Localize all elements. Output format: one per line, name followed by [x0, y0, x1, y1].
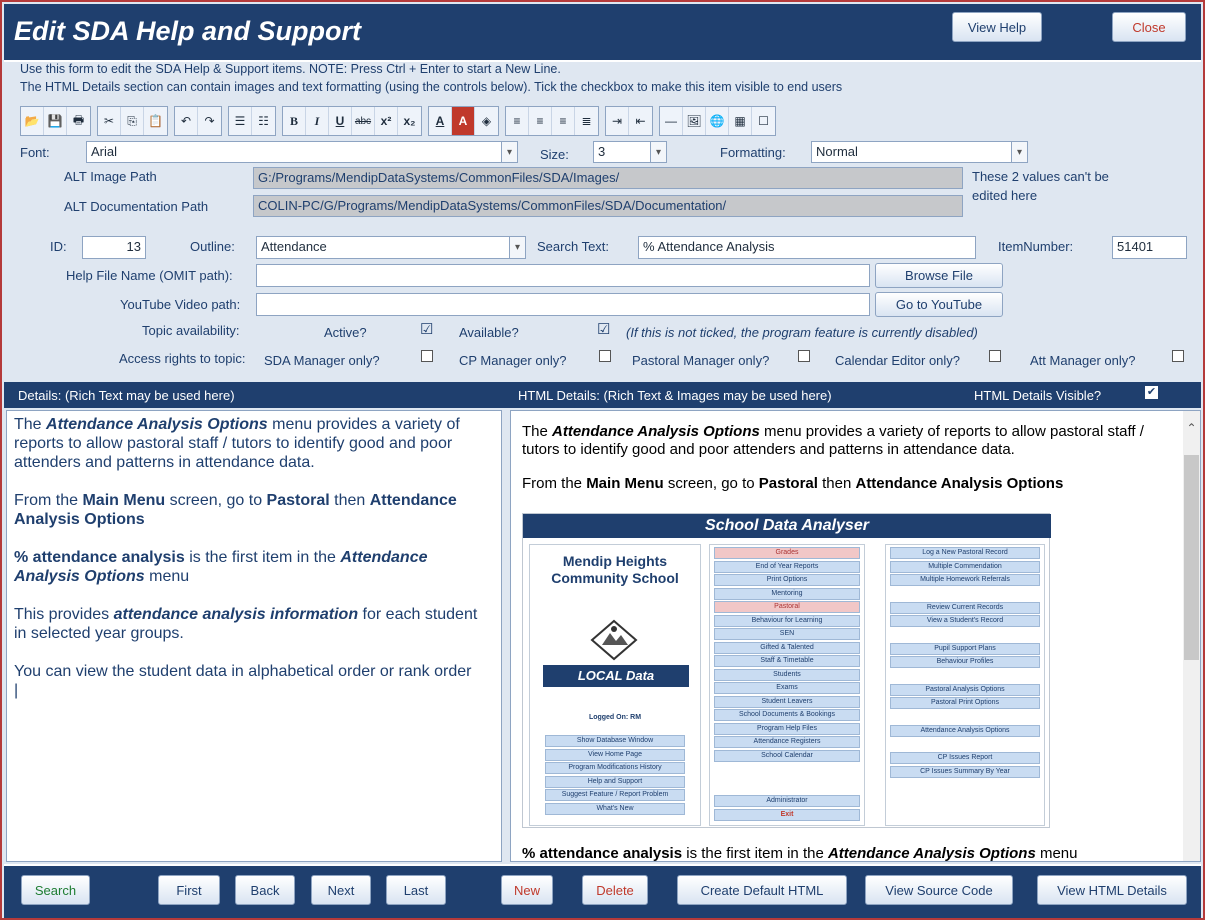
text: then: [817, 475, 856, 492]
sda-menu-item: Pastoral Analysis Options: [890, 684, 1040, 696]
outdent-icon[interactable]: ⇤: [635, 114, 646, 128]
sda-menu-item: Gifted & Talented: [714, 642, 860, 654]
html-details-viewer[interactable]: [510, 410, 1201, 862]
instruction-line-1: Use this form to edit the SDA Help & Support items. NOTE: Press Ctrl + Enter to start a New Line.: [20, 62, 561, 76]
active-label: Active?: [324, 325, 367, 340]
sda-manager-checkbox[interactable]: [421, 350, 433, 362]
school-name-line-1: Mendip Heights: [562, 553, 668, 569]
text: Attendance Analysis Options: [827, 845, 1036, 862]
text: menu: [144, 568, 190, 585]
text: is the first item in the: [682, 845, 828, 862]
alt-image-label: ALT Image Path: [64, 169, 157, 184]
instruction-line-2: The HTML Details section can contain images and text formatting (using the controls below). Tick the checkbox to make this item visible to end users: [20, 80, 843, 94]
help-file-label: Help File Name (OMIT path):: [66, 268, 233, 283]
copy-icon[interactable]: ⎘: [121, 107, 144, 135]
text: screen, go to: [165, 492, 267, 509]
search-text-label: Search Text:: [537, 239, 610, 254]
cut-icon[interactable]: ✂: [98, 107, 121, 135]
text: % attendance analysis: [522, 845, 683, 862]
fill-color-icon[interactable]: ◈: [481, 114, 492, 128]
underline-icon[interactable]: U: [329, 107, 352, 135]
text: Attendance Analysis Options: [46, 416, 268, 433]
italic-icon[interactable]: I: [306, 107, 329, 135]
alt-image-path-field: G:/Programs/MendipDataSystems/CommonFiles/SDA/Images/: [253, 167, 963, 189]
school-name-line-2: Community School: [551, 570, 679, 586]
sda-menu-item: What's New: [545, 803, 685, 815]
text: attendance analysis information: [113, 606, 359, 623]
font-color-icon[interactable]: A: [429, 107, 452, 135]
sda-menu-item: Pastoral: [714, 601, 860, 613]
sda-menu-item: Mentoring: [714, 588, 860, 600]
availability-note: (If this is not ticked, the program feature is currently disabled): [626, 325, 978, 340]
details-paragraph: [14, 415, 494, 472]
delete-record-button[interactable]: Delete: [582, 875, 648, 905]
sda-menu-item: CP Issues Report: [890, 752, 1040, 764]
insert-table-icon[interactable]: ▦: [729, 107, 752, 135]
text: for each student in selected year groups.: [14, 606, 478, 642]
sda-menu-item: Exams: [714, 682, 860, 694]
cp-manager-label: CP Manager only?: [459, 353, 567, 368]
font-select[interactable]: [86, 141, 518, 163]
insert-image-icon[interactable]: 🖼: [683, 107, 706, 135]
size-select[interactable]: [593, 141, 667, 163]
text: You can view the student data in alphabetical order or rank order: [14, 663, 472, 680]
pastoral-manager-label: Pastoral Manager only?: [632, 353, 770, 368]
formatting-toolbar: [20, 106, 776, 136]
font-label: Font:: [20, 145, 50, 160]
sda-menu-item: Behaviour Profiles: [890, 656, 1040, 668]
text: Attendance Analysis Options: [552, 423, 760, 440]
id-field[interactable]: 13: [82, 236, 146, 259]
back-record-button[interactable]: Back: [235, 875, 295, 905]
youtube-label: YouTube Video path:: [120, 297, 241, 312]
outline-label: Outline:: [190, 239, 235, 254]
topic-availability-label: Topic availability:: [142, 323, 240, 338]
new-record-button[interactable]: New: [501, 875, 553, 905]
last-record-button[interactable]: Last: [386, 875, 446, 905]
view-source-code-button[interactable]: View Source Code: [865, 875, 1013, 905]
text: menu provides a variety of reports to allow pastoral staff / tutors to identify good and poor attenders and patterns in attendance data.: [14, 416, 460, 471]
html-content-continued: [522, 845, 1162, 862]
sda-menu-item: Log a New Pastoral Record: [890, 547, 1040, 559]
border-icon[interactable]: ☐: [758, 114, 769, 128]
sda-menu-item: Behaviour for Learning: [714, 615, 860, 627]
outline-value: Attendance: [261, 239, 327, 254]
html-visible-label: HTML Details Visible?: [974, 388, 1102, 403]
open-folder-icon[interactable]: 📂: [21, 107, 44, 135]
html-details-section-title: HTML Details: (Rich Text & Images may be used here): [518, 388, 832, 403]
sda-menu-item: Grades: [714, 547, 860, 559]
first-record-button[interactable]: First: [158, 875, 220, 905]
details-paragraph: [14, 548, 494, 586]
sda-menu-item: Students: [714, 669, 860, 681]
insert-link-icon[interactable]: 🌐: [706, 107, 729, 135]
scroll-thumb[interactable]: [1184, 455, 1199, 660]
justify-icon[interactable]: ≣: [581, 114, 592, 128]
sda-main-menu-image: [522, 513, 1050, 828]
id-label: ID:: [50, 239, 67, 254]
school-name: [530, 553, 700, 587]
sda-menu-item: Print Options: [714, 574, 860, 586]
calendar-editor-label: Calendar Editor only?: [835, 353, 961, 368]
text: Pastoral: [266, 492, 330, 509]
sda-menu-item: CP Issues Summary By Year: [890, 766, 1040, 778]
title-bar: [4, 4, 1201, 62]
text: Main Menu: [82, 492, 166, 509]
search-button[interactable]: Search: [21, 875, 90, 905]
size-value: 3: [598, 144, 606, 159]
details-paragraph: [14, 491, 494, 529]
numbered-list-icon[interactable]: ☰: [229, 107, 252, 135]
bullet-list-icon[interactable]: ☷: [258, 114, 269, 128]
indent-icon[interactable]: ⇥: [606, 107, 629, 135]
sda-menu-item: Student Leavers: [714, 696, 860, 708]
text: screen, go to: [663, 475, 759, 492]
browse-file-button[interactable]: Browse File: [875, 263, 1003, 288]
sda-menu-item: Attendance Analysis Options: [890, 725, 1040, 737]
details-paragraph: [14, 605, 494, 643]
available-label: Available?: [459, 325, 519, 340]
html-paragraph: [522, 475, 1162, 493]
logged-on-label: Logged On: RM: [588, 714, 642, 721]
superscript-icon[interactable]: x²: [375, 107, 398, 135]
formatting-label: Formatting:: [720, 145, 786, 160]
strikethrough-icon[interactable]: abc: [352, 107, 375, 135]
sda-right-panel: [885, 544, 1045, 826]
chevron-down-icon[interactable]: ▾: [509, 237, 525, 258]
print-icon[interactable]: 🖶: [72, 112, 85, 127]
access-rights-label: Access rights to topic:: [119, 351, 246, 366]
text: Attendance Analysis Options: [14, 549, 428, 585]
sda-menu-item: Multiple Commendation: [890, 561, 1040, 573]
text: menu: [1035, 845, 1078, 862]
alt-documentation-path-field: COLIN-PC/G/Programs/MendipDataSystems/CommonFiles/SDA/Documentation/: [253, 195, 963, 217]
sda-menu-item: Multiple Homework Referrals: [890, 574, 1040, 586]
view-help-button[interactable]: View Help: [952, 12, 1042, 42]
text: Main Menu: [586, 475, 664, 492]
sda-image-title: School Data Analyser: [523, 514, 1051, 538]
sda-menu-item: Administrator: [714, 795, 860, 807]
att-manager-checkbox[interactable]: [1172, 350, 1184, 362]
align-center-icon[interactable]: ≡: [529, 107, 552, 135]
redo-icon[interactable]: ↷: [204, 114, 215, 128]
formatting-value: Normal: [816, 144, 858, 159]
next-record-button[interactable]: Next: [311, 875, 371, 905]
chevron-down-icon[interactable]: ▾: [1011, 142, 1027, 162]
att-manager-label: Att Manager only?: [1030, 353, 1136, 368]
text: is the first item in the: [184, 549, 341, 566]
paths-note-line-2: edited here: [972, 188, 1038, 203]
text: % attendance analysis: [14, 549, 185, 566]
sda-menu-item: Review Current Records: [890, 602, 1040, 614]
text: Pastoral: [758, 475, 818, 492]
sda-menu-item: Help and Support: [545, 776, 685, 788]
chevron-down-icon[interactable]: ▾: [501, 142, 517, 162]
sda-menu-item: School Calendar: [714, 750, 860, 762]
pastoral-manager-checkbox[interactable]: [798, 350, 810, 362]
text: menu provides a variety of reports to allow pastoral staff / tutors to identify good and poor attenders and patterns in attendance data.: [522, 423, 1144, 458]
highlight-color-icon[interactable]: A: [452, 107, 475, 135]
search-text-field[interactable]: % Attendance Analysis: [638, 236, 976, 259]
align-left-icon[interactable]: ≡: [506, 107, 529, 135]
sda-menu-item: School Documents & Bookings: [714, 709, 860, 721]
font-value: Arial: [91, 144, 118, 159]
sda-menu-item: Pastoral Print Options: [890, 697, 1040, 709]
sda-menu-item: View Home Page: [545, 749, 685, 761]
view-html-details-button[interactable]: View HTML Details: [1037, 875, 1187, 905]
alt-documentation-label: ALT Documentation Path: [64, 199, 209, 214]
text: Attendance Analysis Options: [14, 492, 457, 528]
cp-manager-checkbox[interactable]: [599, 350, 611, 362]
sda-menu-item: Program Help Files: [714, 723, 860, 735]
sda-menu-item: View a Student's Record: [890, 615, 1040, 627]
details-editor[interactable]: [6, 410, 502, 862]
sda-menu-item: End of Year Reports: [714, 561, 860, 573]
text: From the: [522, 475, 587, 492]
active-checkbox[interactable]: ☑: [420, 321, 434, 338]
sda-menu-item: SEN: [714, 628, 860, 640]
youtube-field[interactable]: [256, 293, 870, 316]
sda-menu-item: Pupil Support Plans: [890, 643, 1040, 655]
details-paragraph: [14, 662, 494, 700]
sda-menu-item: Attendance Registers: [714, 736, 860, 748]
subscript-icon[interactable]: x₂: [403, 114, 416, 128]
calendar-editor-checkbox[interactable]: [989, 350, 1001, 362]
bold-icon[interactable]: B: [283, 107, 306, 135]
school-logo-icon: [590, 619, 638, 661]
sda-menu-item: Exit: [714, 809, 860, 821]
text-cursor: |: [14, 682, 19, 699]
undo-icon[interactable]: ↶: [175, 107, 198, 135]
sda-menu-item: Program Modifications History: [545, 762, 685, 774]
align-right-icon[interactable]: ≡: [552, 107, 575, 135]
text: Attendance Analysis Options: [855, 475, 1064, 492]
sda-middle-panel: [709, 544, 865, 826]
outline-select[interactable]: [256, 236, 526, 259]
formatting-select[interactable]: [811, 141, 1028, 163]
text: This provides: [14, 606, 114, 623]
sda-manager-label: SDA Manager only?: [264, 353, 380, 368]
available-checkbox[interactable]: ☑: [597, 321, 611, 338]
sda-menu-item: Suggest Feature / Report Problem: [545, 789, 685, 801]
text: The: [14, 416, 47, 433]
html-paragraph: [522, 423, 1162, 459]
details-section-bar: [4, 382, 1201, 408]
go-to-youtube-button[interactable]: Go to YouTube: [875, 292, 1003, 317]
help-file-field[interactable]: [256, 264, 870, 287]
text: then: [329, 492, 370, 509]
sda-menu-item: Show Database Window: [545, 735, 685, 747]
details-section-title: Details: (Rich Text may be used here): [18, 388, 235, 403]
close-button[interactable]: Close: [1112, 12, 1186, 42]
navigation-bar: [4, 864, 1201, 918]
html-paragraph: [522, 845, 1162, 862]
scroll-up-icon[interactable]: ⌃: [1186, 421, 1197, 435]
save-icon[interactable]: 💾: [44, 107, 67, 135]
create-default-html-button[interactable]: Create Default HTML: [677, 875, 847, 905]
size-label: Size:: [540, 147, 569, 162]
html-content: [522, 423, 1162, 509]
paste-icon[interactable]: 📋: [148, 114, 163, 128]
itemnumber-label: ItemNumber:: [998, 239, 1074, 254]
itemnumber-field[interactable]: 51401: [1112, 236, 1187, 259]
sda-left-panel: [529, 544, 701, 826]
chevron-down-icon[interactable]: ▾: [650, 142, 666, 162]
text: The: [522, 423, 553, 440]
horizontal-rule-icon[interactable]: —: [660, 107, 683, 135]
local-data-badge: LOCAL Data: [543, 665, 689, 687]
paths-note-line-1: These 2 values can't be: [972, 169, 1109, 184]
form-title: Edit SDA Help and Support: [14, 16, 361, 46]
html-visible-checkbox[interactable]: ✔: [1146, 386, 1157, 398]
sda-menu-item: Staff & Timetable: [714, 655, 860, 667]
text: From the: [14, 492, 83, 509]
html-details-scrollbar[interactable]: [1183, 411, 1200, 861]
